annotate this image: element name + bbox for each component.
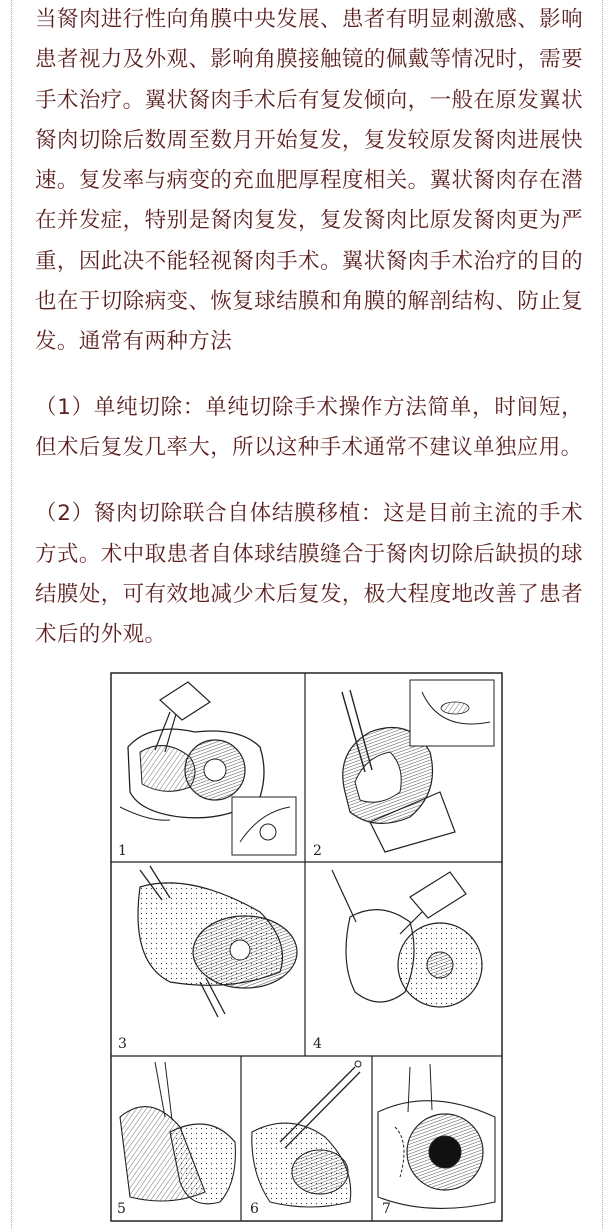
panel-number-1: 1 [118,843,127,859]
surgical-steps-figure [110,672,503,1222]
panel-number-5: 5 [117,1201,126,1217]
panel-number-7: 7 [382,1201,391,1217]
article-body [35,0,583,655]
paragraph-simple-excision: （1）单纯切除：单纯切除手术操作方法简单，时间短，但术后复发几率大，所以这种手术通常不建议单独应用。 [35,394,583,460]
panel-number-3: 3 [118,1036,127,1052]
panel-number-6: 6 [250,1201,259,1217]
surgical-steps-illustration [110,672,503,1222]
paragraph-conjunctival-autograft: （2）胬肉切除联合自体结膜移植：这是目前主流的手术方式。术中取患者自体球结膜缝合于胬肉切除后缺损的球结膜处，可有效地减少术后复发，极大程度地改善了患者术后的外观。 [35,501,583,648]
paragraph-surgery-indication: 当胬肉进行性向角膜中央发展、患者有明显刺激感、影响患者视力及外观、影响角膜接触镜的佩戴等情况时，需要手术治疗。翼状胬肉手术后有复发倾向，一般在原发翼状胬肉切除后数周至数月开始复发，复发较原发胬肉进展快速。复发率与病变的充血肥厚程度相关。翼状胬肉存在潜在并发症，特别是胬肉复发，复发胬肉比原发胬肉更为严重，因此决不能轻视胬肉手术。翼状胬肉手术治疗的目的也在于切除病变、恢复球结膜和角膜的解剖结构、防止复发。通常有两种方法 [35,7,583,355]
panel-number-2: 2 [313,843,322,859]
panel-number-4: 4 [313,1036,322,1052]
